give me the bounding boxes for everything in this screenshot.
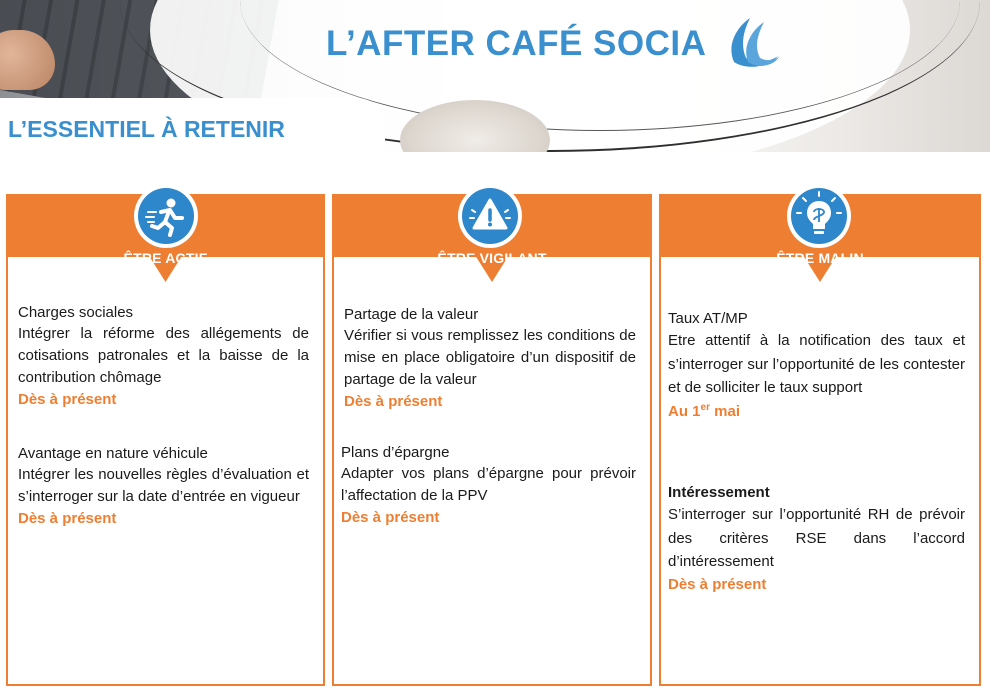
item-date: Dès à présent (668, 575, 767, 593)
list-item (341, 444, 636, 526)
item-text: Adapter vos plans d’épargne pour prévoir l’affectation de la PPV (341, 465, 636, 504)
item-text: Intégrer les nouvelles règles d’évaluation et s’interroger sur la date d’entrée en vigueur (18, 466, 309, 505)
lightbulb-brain-icon (787, 184, 851, 248)
list-item (18, 445, 309, 527)
list-item (668, 484, 965, 593)
item-date: Dès à présent (18, 510, 117, 527)
card-label: ÊTRE VIGILANT (437, 250, 547, 266)
item-title: Taux AT/MP (668, 310, 748, 327)
list-item (344, 306, 636, 410)
card-etre-malin (659, 194, 981, 686)
item-date: Dès à présent (341, 509, 440, 526)
running-person-icon (134, 184, 198, 248)
item-text: Etre attentif à la notification des taux et s’interroger sur l’opportunité de les contester et de solliciter le taux support (668, 332, 965, 396)
section-title: L’ESSENTIEL À RETENIR (8, 116, 285, 142)
item-date: Dès à présent (18, 391, 117, 408)
card-label: ÊTRE MALIN (776, 250, 864, 266)
item-text: Vérifier si vous remplissez les conditions de mise en place obligatoire d’un dispositif de partage de la valeur (344, 327, 636, 388)
item-title: Intéressement (668, 484, 770, 501)
page-title: L’AFTER CAFÉ SOCIA (326, 24, 707, 63)
item-text: Intégrer la réforme des allégements de cotisations patronales et la baisse de la contribution chômage (18, 325, 309, 386)
item-date: Au 1er mai (668, 401, 740, 420)
card-label: ÊTRE ACTIF (123, 250, 208, 266)
item-title: Partage de la valeur (344, 306, 479, 323)
list-item (668, 310, 965, 420)
item-title: Avantage en nature véhicule (18, 445, 208, 462)
item-title: Plans d’épargne (341, 444, 450, 461)
list-item (18, 304, 309, 408)
warning-triangle-icon (458, 184, 522, 248)
card-etre-actif (6, 194, 325, 686)
item-title: Charges sociales (18, 304, 134, 321)
item-text: S’interroger sur l’opportunité RH de prévoir des critères RSE dans l’accord d’intéressement (668, 506, 965, 570)
item-date: Dès à présent (344, 393, 443, 410)
card-etre-vigilant (332, 194, 652, 686)
ll-logo-icon (724, 14, 780, 70)
